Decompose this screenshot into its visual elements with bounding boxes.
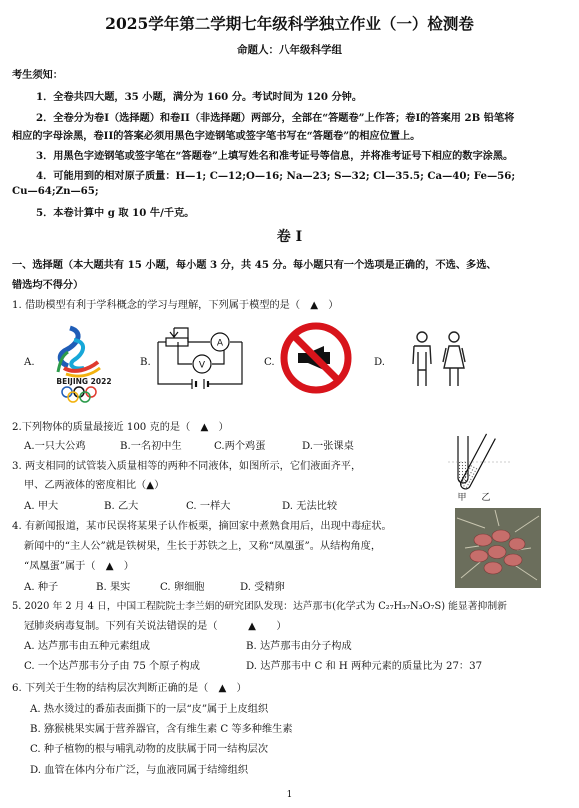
q5-option-b: B. 达芦那韦由分子构成 [246, 641, 352, 652]
cycad-seed-photo [455, 508, 541, 588]
notice-item-3: 3．用黑色字迹钢笔或签字笔在“答题卷”上填写姓名和准考证号等信息，并将准考证号下相应的数字涂黑。 [36, 150, 514, 162]
q2-stem: 2.下列物体的质量最接近 100 克的是（ ▲ ） [12, 422, 229, 433]
q5-option-d: D. 达芦那韦中 C 和 H 两种元素的质量比为 27：37 [246, 661, 483, 672]
volume-heading: 卷 I [276, 229, 303, 245]
emblem-caption: BEIJING 2022 [56, 377, 112, 386]
q4-option-d: D. 受精卵 [240, 582, 285, 593]
page-number: 1 [286, 790, 293, 800]
notice-item-2-cont: 相应的字母涂黑，卷II的答案必须用黑色字迹钢笔或签字笔书写在“答题卷”的相应位置上。 [12, 130, 421, 142]
no-horn-sign-icon [280, 322, 352, 394]
q4-option-c: C. 卵细胞 [160, 582, 205, 593]
section-heading-cont: 错选均不得分） [12, 279, 84, 291]
beijing-2022-emblem-icon [44, 322, 124, 406]
notice-heading: 考生须知： [12, 69, 63, 81]
q6-stem: 6. 下列关于生物的结构层次判断正确的是（ ▲ ） [12, 683, 247, 694]
q5-stem-cont: 冠肺炎病毒复制。下列有关说法错误的是（ ▲ ） [24, 621, 287, 632]
q2-option-c: C.两个鸡蛋 [214, 441, 266, 452]
notice-item-1: 1．全卷共四大题，35 小题，满分为 160 分。考试时间为 120 分钟。 [36, 91, 363, 103]
notice-item-4: 4．可能用到的相对原子质量：H—1; C—12;O—16; Na—23; S—32; Cl—35.5; Ca—40; Fe—56; [36, 170, 516, 182]
q1-label-d: D. [374, 357, 386, 368]
q2-option-d: D.一张课桌 [302, 441, 354, 452]
q5-stem: 5. 2020 年 2 月 4 日，中国工程院院士李兰娟的研究团队发现：达芦那韦(化学式为 C₂₇H₃₇N₃O₇S) 能显著抑制新 [12, 601, 507, 612]
q2-option-a: A.一只大公鸡 [24, 441, 86, 452]
section-heading: 一、选择题（本大题共有 15 小题，每小题 3 分，共 45 分。每小题只有一个选项是正确的，不选、多选、 [12, 259, 497, 271]
q1-label-c: C. [264, 357, 275, 368]
q5-option-a: A. 达芦那韦由五种元素组成 [24, 641, 150, 652]
q4-option-b: B. 果实 [96, 582, 131, 593]
notice-item-2: 2．全卷分为卷I（选择题）和卷II（非选择题）两部分，全部在“答题卷”上作答；卷I的答案用 2B 铅笔将 [36, 112, 515, 124]
notice-item-4-cont: Cu—64;Zn—65; [12, 185, 99, 197]
q3-stem-cont: 甲、乙两液体的密度相比（▲） [24, 480, 165, 491]
q3-option-b: B. 乙大 [104, 501, 139, 512]
test-tubes-diagram-icon [440, 428, 520, 504]
q1-stem: 1. 借助模型有利于学科概念的学习与理解，下列属于模型的是（ ▲ ） [12, 300, 339, 311]
q1-label-b: B. [140, 357, 151, 368]
q4-stem-cont-2: “凤凰蛋”属于（ ▲ ） [24, 561, 134, 572]
q5-option-c: C. 一个达芦那韦分子由 75 个原子构成 [24, 661, 200, 672]
restroom-figures-icon [404, 330, 476, 390]
q3-option-c: C. 一样大 [186, 501, 231, 512]
q2-option-b: B.一名初中生 [120, 441, 182, 452]
page-title: 2025学年第二学期七年级科学独立作业（一）检测卷 [105, 14, 474, 33]
author-line: 命题人：八年级科学组 [237, 44, 342, 56]
circuit-diagram-icon [152, 324, 248, 390]
voltmeter-label: V [198, 360, 206, 371]
q1-label-a: A. [24, 357, 35, 368]
tube-label-yi: 乙 [481, 493, 491, 503]
q4-stem: 4. 有新闻报道，某市民误将某果子认作板栗，摘回家中煮熟食用后，出现中毒症状。 [12, 521, 392, 532]
notice-item-5: 5．本卷计算中 g 取 10 牛/千克。 [36, 207, 195, 219]
q3-stem: 3. 两支相同的试管装入质量相等的两种不同液体，如图所示，它们液面齐平， [12, 461, 362, 472]
q3-option-d: D. 无法比较 [282, 501, 338, 512]
q4-option-a: A. 种子 [24, 582, 59, 593]
tube-label-jia: 甲 [457, 493, 467, 503]
q6-option-d: D. 血管在体内分布广泛，与血液同属于结缔组织 [30, 765, 249, 776]
q3-option-a: A. 甲大 [24, 501, 59, 512]
q6-option-a: A. 热水烫过的番茄表面撕下的一层“皮”属于上皮组织 [30, 704, 269, 715]
q4-stem-cont-1: 新闻中的“主人公”就是铁树果，生长于苏铁之上，又称“凤凰蛋”。从结构角度， [24, 541, 382, 552]
ammeter-label: A [216, 338, 224, 349]
q6-option-b: B. 猕猴桃果实属于营养器官，含有维生素 C 等多种维生素 [30, 724, 293, 735]
q6-option-c: C. 种子植物的根与哺乳动物的皮肤属于同一结构层次 [30, 744, 269, 755]
